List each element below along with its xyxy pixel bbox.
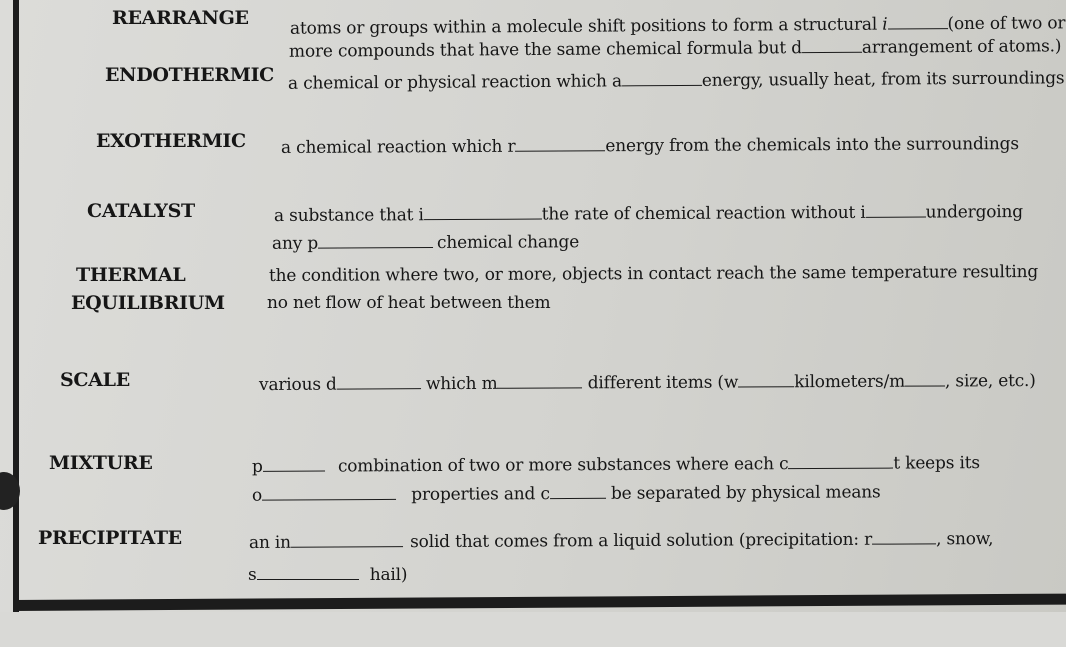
def-mixture-line1: p combination of two or more substances where each c t keeps its [252, 450, 980, 477]
term-rearrange: REARRANGE [112, 7, 249, 29]
fill-blank[interactable] [497, 370, 582, 388]
def-precipitate-line1: an in solid that comes from a liquid solution (precipitation: r , snow, [249, 526, 993, 553]
fill-blank[interactable] [318, 230, 433, 249]
term-thermal: THERMAL [76, 264, 186, 286]
def-thermal-equilibrium-line2: no net flow of heat between them [267, 293, 551, 313]
def-endothermic: a chemical or physical reaction which a energy, usually heat, from its surroundings [287, 68, 1065, 94]
def-scale: various d which m different items (w kilometers/m , size, etc.) [259, 368, 1036, 395]
fill-blank[interactable] [337, 371, 421, 389]
def-exothermic: a chemical reaction which r energy from the chemicals into the surroundings [280, 134, 1019, 158]
fill-blank[interactable] [622, 68, 702, 87]
term-mixture: MIXTURE [49, 452, 153, 474]
def-catalyst-line1: a substance that i the rate of chemical reaction without i undergoing [274, 199, 1023, 226]
page-border-bottom [13, 594, 1066, 611]
fill-blank[interactable] [424, 202, 542, 221]
fill-blank[interactable] [887, 11, 947, 29]
fill-blank[interactable] [291, 529, 403, 548]
def-rearrange-line2: more compounds that have the same chemical formula but d arrangement of atoms.) [288, 36, 1062, 62]
fill-blank[interactable] [738, 369, 794, 387]
term-endothermic: ENDOTHERMIC [105, 64, 274, 86]
fill-blank[interactable] [905, 368, 945, 386]
page-border-left [13, 0, 19, 612]
fill-blank[interactable] [866, 200, 926, 218]
def-precipitate-line2: s hail) [248, 562, 407, 585]
term-precipitate: PRECIPITATE [38, 527, 182, 549]
term-equilibrium: EQUILIBRIUM [71, 292, 225, 314]
fill-blank[interactable] [262, 482, 396, 501]
def-thermal-equilibrium-line1: the condition where two, or more, objects in contact reach the same temperature resulting [268, 261, 1039, 287]
term-catalyst: CATALYST [87, 200, 195, 222]
fill-blank[interactable] [802, 35, 862, 53]
def-catalyst-line2: any p chemical change [272, 229, 579, 254]
def-rearrange-line1: atoms or groups within a molecule shift positions to form a structural i (one of two or [290, 10, 1065, 38]
page-margin-bottom [0, 612, 1066, 647]
fill-blank[interactable] [515, 133, 605, 151]
fill-blank[interactable] [872, 526, 936, 544]
term-scale: SCALE [60, 369, 130, 391]
fill-blank[interactable] [257, 562, 359, 580]
fill-blank[interactable] [550, 481, 606, 499]
term-exothermic: EXOTHERMIC [96, 130, 246, 152]
fill-blank[interactable] [788, 451, 893, 470]
def-mixture-line2: o properties and c be separated by physical means [251, 482, 881, 506]
fill-blank[interactable] [263, 454, 325, 472]
